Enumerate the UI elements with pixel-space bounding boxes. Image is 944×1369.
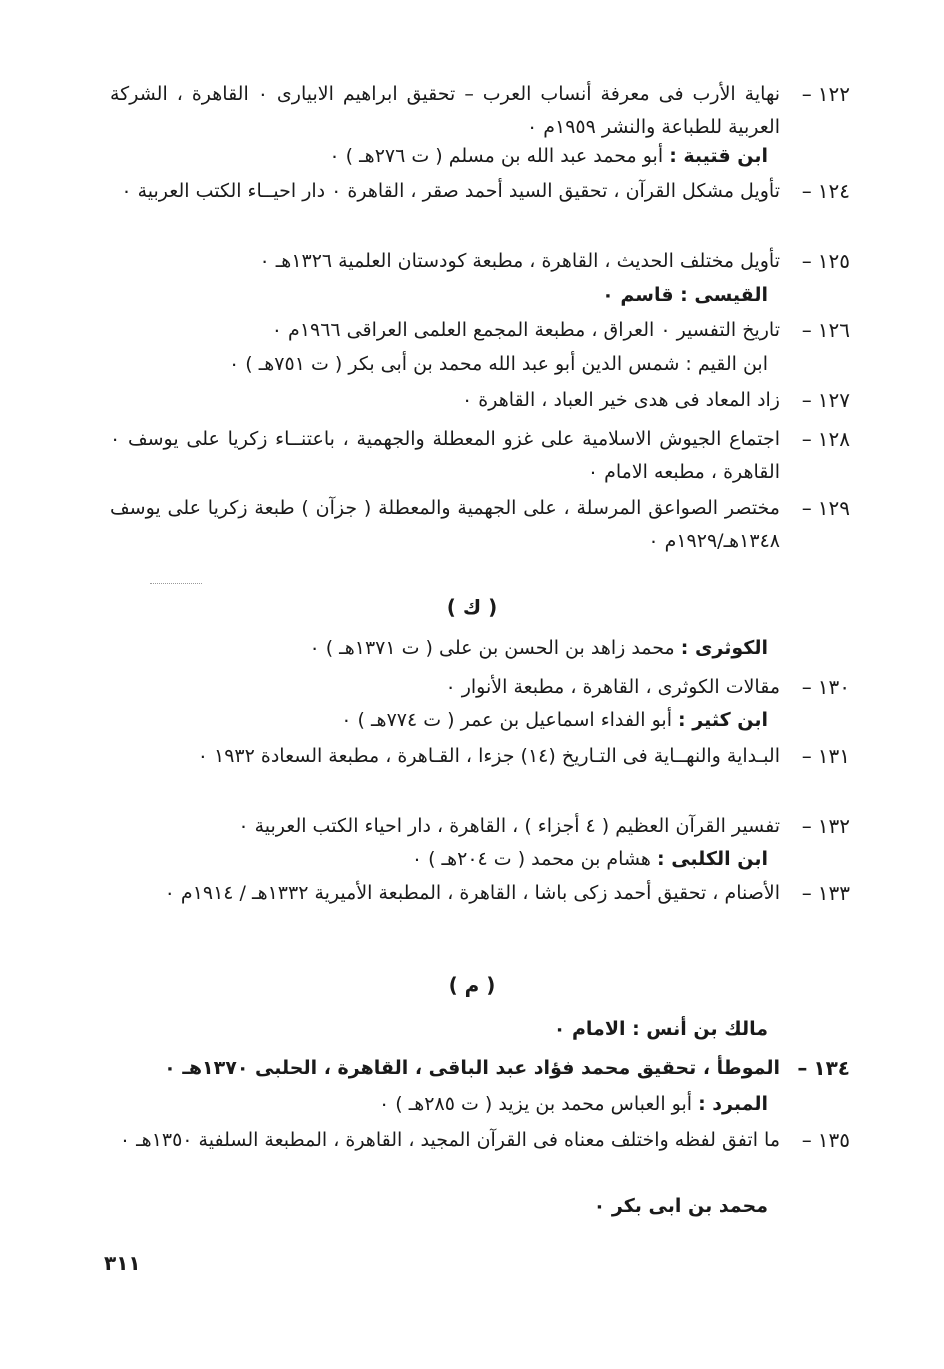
page-number: ٣١١ — [104, 1251, 141, 1275]
entry-text: اجتماع الجيوش الاسلامية على غزو المعطلة والجهمية ، باعتنــاء زكريا على يوسف ٠ القاهرة ، مطبعه الامام ٠ — [110, 428, 780, 483]
author-heading-muhammad-ibn-abi-bakr — [128, 1190, 768, 1223]
author-name: القيسى : قاسم ٠ — [602, 284, 768, 306]
entry-text: تأويل مختلف الحديث ، القاهرة ، مطبعة كودستان العلمية ١٣٢٦هـ ٠ — [259, 250, 780, 272]
bibliography-entry-128 — [110, 423, 850, 489]
author-name: الكوثرى : — [680, 637, 768, 659]
entry-number: ١٢٨– — [780, 423, 850, 456]
bibliography-entry-125 — [110, 245, 850, 278]
entry-dash: – — [801, 427, 812, 451]
author-name: مالك بن أنس : الامام ٠ — [553, 1018, 768, 1040]
entry-dash: – — [801, 318, 812, 342]
author-heading-al-mubarrad — [128, 1088, 768, 1121]
entry-dash: – — [801, 179, 812, 203]
author-name: محمد بن ابى بكر ٠ — [593, 1195, 768, 1217]
bibliography-entry-126 — [110, 314, 850, 347]
author-name: ابن قتيبة : — [669, 145, 768, 167]
entry-number: ١٣١– — [780, 740, 850, 773]
author-details: شمس الدين أبو عبد الله محمد بن أبى بكر ( ت ٧٥١هـ ) ٠ — [229, 353, 680, 375]
author-heading-ibn-kathir — [128, 704, 768, 737]
entry-dash: – — [801, 814, 812, 838]
bibliography-entry-132 — [110, 810, 850, 843]
entry-dash: – — [801, 881, 812, 905]
author-heading-ibn-qutayba — [128, 140, 768, 173]
entry-text: مقالات الكوثرى ، القاهرة ، مطبعة الأنوار ٠ — [445, 676, 780, 698]
bibliography-entry-133 — [110, 877, 850, 910]
entry-text: مختصر الصواعق المرسلة ، على الجهمية والمعطلة ( جزآن ) طبعة زكريا على يوسف ١٣٤٨هـ/١٩٢٩م ٠ — [110, 497, 780, 552]
bibliography-entry-134 — [110, 1052, 850, 1085]
entry-number: ١٢٤– — [780, 175, 850, 208]
author-details: أبو الفداء اسماعيل بن عمر ( ت ٧٧٤هـ ) ٠ — [341, 709, 672, 731]
entry-number: ١٣٣– — [780, 877, 850, 910]
entry-text: ما اتفق لفظه واختلف معناه فى القرآن المجيد ، القاهرة ، المطبعة السلفية ١٣٥٠هـ ٠ — [119, 1129, 780, 1151]
section-heading-kaf: ( ك ) — [446, 595, 498, 619]
author-details: محمد زاهد بن الحسن بن على ( ت ١٣٧١هـ ) ٠ — [309, 637, 675, 659]
section-heading-mim: ( م ) — [448, 973, 496, 997]
author-heading-ibn-al-kalbi — [128, 843, 768, 876]
entry-number: ١٢٢– — [780, 78, 850, 111]
entry-text: البـداية والنهــاية فى التـاريخ (١٤) جزءا ، القـاهرة ، مطبعة السعادة ١٩٣٢ ٠ — [197, 745, 780, 767]
bibliography-entry-131 — [110, 740, 850, 773]
entry-dash: – — [801, 249, 812, 273]
entry-dash: – — [801, 744, 812, 768]
entry-text: الأصنام ، تحقيق أحمد زكى باشا ، القاهرة ، المطبعة الأميرية ١٣٣٢هـ / ١٩١٤م ٠ — [164, 882, 780, 904]
author-details: أبو العباس محمد بن يزيد ( ت ٢٨٥هـ ) ٠ — [379, 1093, 693, 1115]
entry-number: ١٣٥– — [780, 1124, 850, 1157]
entry-text: تفسير القرآن العظيم ( ٤ أجزاء ) ، القاهرة ، دار احياء الكتب العربية ٠ — [238, 815, 780, 837]
entry-dash: – — [801, 675, 812, 699]
author-heading-malik — [128, 1013, 768, 1046]
entry-number: ١٣٠– — [780, 671, 850, 704]
bibliography-entry-130 — [110, 671, 850, 704]
author-heading-al-qaysi — [128, 279, 768, 312]
author-details: هشام بن محمد ( ت ٢٠٤هـ ) ٠ — [411, 848, 651, 870]
author-heading-al-kawthari — [128, 632, 768, 665]
author-details: أبو محمد عبد الله بن مسلم ( ت ٢٧٦هـ ) ٠ — [329, 145, 664, 167]
entry-number: ١٣٢– — [780, 810, 850, 843]
print-smudge — [150, 583, 202, 584]
entry-text: تأويل مشكل القرآن ، تحقيق السيد أحمد صقر ، القاهرة ٠ دار احيــاء الكتب العربية ٠ — [121, 180, 780, 202]
entry-number: ١٢٧– — [780, 384, 850, 417]
author-name: ابن كثير : — [678, 709, 768, 731]
bibliography-entry-129 — [110, 492, 850, 558]
entry-number: ١٢٦– — [780, 314, 850, 347]
entry-dash: – — [801, 82, 812, 106]
bibliography-entry-124 — [110, 175, 850, 208]
entry-dash: – — [801, 1128, 812, 1152]
author-name: ابن الكلبى : — [656, 848, 768, 870]
bibliography-entry-122 — [110, 78, 850, 144]
author-heading-ibn-qayyim — [128, 348, 768, 381]
author-name: المبرد : — [698, 1093, 768, 1115]
entry-number: ١٣٤– — [780, 1052, 850, 1085]
bibliography-entry-127 — [110, 384, 850, 417]
entry-dash: – — [797, 1056, 808, 1080]
entry-dash: – — [801, 388, 812, 412]
entry-dash: – — [801, 496, 812, 520]
author-name: ابن القيم : — [685, 353, 768, 375]
entry-number: ١٢٥– — [780, 245, 850, 278]
entry-text: الموطأ ، تحقيق محمد فؤاد عبد الباقى ، القاهرة ، الحلبى ١٣٧٠هـ ٠ — [164, 1057, 780, 1079]
entry-text: زاد المعاد فى هدى خير العباد ، القاهرة ٠ — [462, 389, 780, 411]
entry-text: تاريخ التفسير ٠ العراق ، مطبعة المجمع العلمى العراقى ١٩٦٦م ٠ — [271, 319, 780, 341]
entry-text: نهاية الأرب فى معرفة أنساب العرب – تحقيق ابراهيم الابيارى ٠ القاهرة ، الشركة العربية للطباعة والنشر ١٩٥٩م ٠ — [110, 83, 780, 138]
entry-number: ١٢٩– — [780, 492, 850, 525]
bibliography-entry-135 — [110, 1124, 850, 1157]
